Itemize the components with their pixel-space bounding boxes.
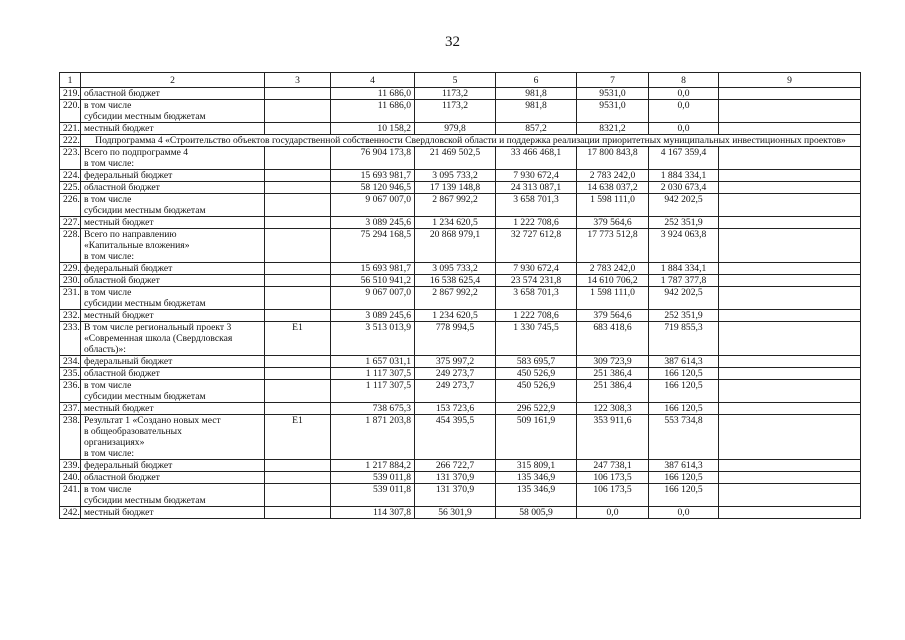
amount-cell: 379 564,6 — [577, 310, 649, 322]
column-header: 2 — [81, 73, 265, 88]
amount-cell: 981,8 — [496, 100, 577, 123]
target-indicator-cell — [719, 507, 861, 519]
amount-cell: 296 522,9 — [496, 403, 577, 415]
amount-cell: 252 351,9 — [649, 310, 719, 322]
table-row — [60, 229, 861, 263]
amount-cell: 1 598 111,0 — [577, 194, 649, 217]
budget-line-text: в том числе — [84, 100, 132, 111]
amount-cell: 509 161,9 — [496, 415, 577, 460]
budget-line-text: федеральный бюджет — [84, 356, 173, 367]
amount-cell: 0,0 — [649, 88, 719, 100]
amount-cell: 539 011,8 — [331, 472, 415, 484]
page-number: 32 — [445, 34, 460, 50]
amount-cell: 9531,0 — [577, 88, 649, 100]
table-row — [60, 147, 861, 170]
row-number: 231. — [60, 287, 81, 310]
amount-cell: 33 466 468,1 — [496, 147, 577, 170]
amount-cell: 942 202,5 — [649, 287, 719, 310]
amount-cell: 1 330 745,5 — [496, 322, 577, 356]
project-code — [265, 368, 331, 380]
budget-line-text: В том числе региональный проект 3 — [84, 322, 232, 333]
budget-line-name — [81, 229, 265, 263]
budget-line-text: «Современная школа (Свердловская — [84, 333, 233, 344]
budget-line-name — [81, 472, 265, 484]
target-indicator-cell — [719, 472, 861, 484]
target-indicator-cell — [719, 88, 861, 100]
amount-cell: 0,0 — [649, 123, 719, 135]
amount-cell: 0,0 — [649, 100, 719, 123]
amount-cell: 3 658 701,3 — [496, 287, 577, 310]
table-row — [60, 194, 861, 217]
budget-line-text: местный бюджет — [84, 310, 154, 321]
target-indicator-cell — [719, 275, 861, 287]
row-number: 224. — [60, 170, 81, 182]
budget-line-text: в общеобразовательных — [84, 426, 182, 437]
budget-line-text: Результат 1 «Создано новых мест — [84, 415, 221, 426]
budget-line-name — [81, 88, 265, 100]
amount-cell: 249 273,7 — [415, 368, 496, 380]
table-row — [60, 368, 861, 380]
table-row — [60, 100, 861, 123]
amount-cell: 0,0 — [649, 507, 719, 519]
amount-cell: 1 657 031,1 — [331, 356, 415, 368]
amount-cell: 1 234 620,5 — [415, 310, 496, 322]
budget-line-name — [81, 170, 265, 182]
amount-cell: 2 783 242,0 — [577, 170, 649, 182]
budget-line-text: Всего по подпрограмме 4 — [84, 147, 189, 158]
amount-cell: 166 120,5 — [649, 472, 719, 484]
row-number: 234. — [60, 356, 81, 368]
project-code — [265, 170, 331, 182]
target-indicator-cell — [719, 263, 861, 275]
budget-line-text: местный бюджет — [84, 507, 154, 518]
amount-cell: 14 610 706,2 — [577, 275, 649, 287]
amount-cell: 106 173,5 — [577, 472, 649, 484]
project-code — [265, 263, 331, 275]
table-row — [60, 88, 861, 100]
amount-cell: 166 120,5 — [649, 403, 719, 415]
amount-cell: 166 120,5 — [649, 368, 719, 380]
amount-cell: 387 614,3 — [649, 356, 719, 368]
amount-cell: 2 867 992,2 — [415, 287, 496, 310]
row-number: 225. — [60, 182, 81, 194]
budget-line-text: местный бюджет — [84, 217, 154, 228]
amount-cell: 251 386,4 — [577, 380, 649, 403]
column-header: 8 — [649, 73, 719, 88]
table-row — [60, 484, 861, 507]
amount-cell: 24 313 087,1 — [496, 182, 577, 194]
amount-cell: 3 924 063,8 — [649, 229, 719, 263]
amount-cell: 21 469 502,5 — [415, 147, 496, 170]
amount-cell: 942 202,5 — [649, 194, 719, 217]
budget-line-name — [81, 484, 265, 507]
amount-cell: 76 904 173,8 — [331, 147, 415, 170]
amount-cell: 166 120,5 — [649, 380, 719, 403]
budget-line-text: область)»: — [84, 344, 126, 355]
budget-line-name — [81, 380, 265, 403]
budget-line-text: областной бюджет — [84, 182, 160, 193]
amount-cell: 450 526,9 — [496, 380, 577, 403]
amount-cell: 583 695,7 — [496, 356, 577, 368]
budget-line-name — [81, 194, 265, 217]
budget-line-name — [81, 507, 265, 519]
amount-cell: 135 346,9 — [496, 484, 577, 507]
column-header: 7 — [577, 73, 649, 88]
budget-line-name — [81, 100, 265, 123]
target-indicator-cell — [719, 484, 861, 507]
project-code: Е1 — [265, 415, 331, 460]
row-number: 241. — [60, 484, 81, 507]
amount-cell: 375 997,2 — [415, 356, 496, 368]
budget-line-text: в том числе — [84, 380, 132, 391]
table-row — [60, 415, 861, 460]
amount-cell: 3 089 245,6 — [331, 217, 415, 229]
amount-cell: 17 800 843,8 — [577, 147, 649, 170]
project-code — [265, 380, 331, 403]
column-header: 3 — [265, 73, 331, 88]
amount-cell: 15 693 981,7 — [331, 170, 415, 182]
target-indicator-cell — [719, 415, 861, 460]
budget-line-name — [81, 182, 265, 194]
amount-cell: 249 273,7 — [415, 380, 496, 403]
amount-cell: 379 564,6 — [577, 217, 649, 229]
table-row — [60, 310, 861, 322]
budget-line-text: в том числе: — [84, 251, 135, 262]
row-number: 228. — [60, 229, 81, 263]
target-indicator-cell — [719, 322, 861, 356]
budget-line-name — [81, 123, 265, 135]
column-header: 9 — [719, 73, 861, 88]
amount-cell: 309 723,9 — [577, 356, 649, 368]
row-number: 229. — [60, 263, 81, 275]
row-number: 220. — [60, 100, 81, 123]
table-row — [60, 403, 861, 415]
amount-cell: 857,2 — [496, 123, 577, 135]
amount-cell: 3 095 733,2 — [415, 263, 496, 275]
amount-cell: 719 855,3 — [649, 322, 719, 356]
budget-line-text: субсидии местным бюджетам — [84, 495, 206, 506]
amount-cell: 7 930 672,4 — [496, 170, 577, 182]
project-code — [265, 229, 331, 263]
table-row — [60, 170, 861, 182]
target-indicator-cell — [719, 229, 861, 263]
amount-cell: 10 158,2 — [331, 123, 415, 135]
budget-line-name — [81, 322, 265, 356]
target-indicator-cell — [719, 460, 861, 472]
amount-cell: 131 370,9 — [415, 472, 496, 484]
table-row — [60, 460, 861, 472]
budget-line-name — [81, 147, 265, 170]
amount-cell: 58 120 946,5 — [331, 182, 415, 194]
amount-cell: 16 538 625,4 — [415, 275, 496, 287]
amount-cell: 1 222 708,6 — [496, 217, 577, 229]
amount-cell: 56 301,9 — [415, 507, 496, 519]
amount-cell: 7 930 672,4 — [496, 263, 577, 275]
table-row — [60, 287, 861, 310]
amount-cell: 3 513 013,9 — [331, 322, 415, 356]
amount-cell: 23 574 231,8 — [496, 275, 577, 287]
table-row — [60, 263, 861, 275]
target-indicator-cell — [719, 182, 861, 194]
table-row — [60, 217, 861, 229]
budget-table — [59, 72, 861, 519]
table-row — [60, 135, 861, 147]
amount-cell: 981,8 — [496, 88, 577, 100]
budget-line-name — [81, 310, 265, 322]
amount-cell: 135 346,9 — [496, 472, 577, 484]
budget-line-name — [81, 403, 265, 415]
budget-line-text: субсидии местным бюджетам — [84, 111, 206, 122]
amount-cell: 17 139 148,8 — [415, 182, 496, 194]
project-code — [265, 403, 331, 415]
amount-cell: 58 005,9 — [496, 507, 577, 519]
amount-cell: 979,8 — [415, 123, 496, 135]
amount-cell: 266 722,7 — [415, 460, 496, 472]
amount-cell: 1 598 111,0 — [577, 287, 649, 310]
amount-cell: 114 307,8 — [331, 507, 415, 519]
amount-cell: 778 994,5 — [415, 322, 496, 356]
amount-cell: 1 234 620,5 — [415, 217, 496, 229]
amount-cell: 9531,0 — [577, 100, 649, 123]
project-code — [265, 287, 331, 310]
project-code — [265, 356, 331, 368]
amount-cell: 106 173,5 — [577, 484, 649, 507]
amount-cell: 1 787 377,8 — [649, 275, 719, 287]
project-code — [265, 147, 331, 170]
amount-cell: 11 686,0 — [331, 88, 415, 100]
budget-line-text: областной бюджет — [84, 88, 160, 99]
table-row — [60, 356, 861, 368]
amount-cell: 1 117 307,5 — [331, 368, 415, 380]
project-code — [265, 194, 331, 217]
amount-cell: 251 386,4 — [577, 368, 649, 380]
amount-cell: 315 809,1 — [496, 460, 577, 472]
table-row — [60, 123, 861, 135]
amount-cell: 3 089 245,6 — [331, 310, 415, 322]
amount-cell: 247 738,1 — [577, 460, 649, 472]
row-number: 230. — [60, 275, 81, 287]
amount-cell: 3 658 701,3 — [496, 194, 577, 217]
row-number: 222. — [60, 135, 81, 147]
target-indicator-cell — [719, 310, 861, 322]
amount-cell: 2 867 992,2 — [415, 194, 496, 217]
budget-line-text: в том числе — [84, 287, 132, 298]
amount-cell: 14 638 037,2 — [577, 182, 649, 194]
table-row — [60, 322, 861, 356]
row-number: 221. — [60, 123, 81, 135]
amount-cell: 2 030 673,4 — [649, 182, 719, 194]
budget-line-text: областной бюджет — [84, 275, 160, 286]
row-number: 237. — [60, 403, 81, 415]
row-number: 232. — [60, 310, 81, 322]
budget-line-name — [81, 287, 265, 310]
target-indicator-cell — [719, 403, 861, 415]
budget-line-text: субсидии местным бюджетам — [84, 205, 206, 216]
project-code — [265, 88, 331, 100]
amount-cell: 252 351,9 — [649, 217, 719, 229]
target-indicator-cell — [719, 194, 861, 217]
target-indicator-cell — [719, 170, 861, 182]
amount-cell: 553 734,8 — [649, 415, 719, 460]
amount-cell: 738 675,3 — [331, 403, 415, 415]
row-number: 219. — [60, 88, 81, 100]
amount-cell: 1 871 203,8 — [331, 415, 415, 460]
subprogram-title: Подпрограмма 4 «Строительство объектов государственной собственности Свердловской области и поддержка реализации приоритетных муниципальных инвестиционных проектов» — [81, 135, 861, 147]
budget-line-text: субсидии местным бюджетам — [84, 298, 206, 309]
amount-cell: 683 418,6 — [577, 322, 649, 356]
amount-cell: 32 727 612,8 — [496, 229, 577, 263]
project-code — [265, 123, 331, 135]
amount-cell: 122 308,3 — [577, 403, 649, 415]
target-indicator-cell — [719, 356, 861, 368]
amount-cell: 9 067 007,0 — [331, 287, 415, 310]
budget-line-text: Всего по направлению — [84, 229, 177, 240]
amount-cell: 153 723,6 — [415, 403, 496, 415]
table-row — [60, 275, 861, 287]
target-indicator-cell — [719, 123, 861, 135]
budget-line-name — [81, 415, 265, 460]
amount-cell: 1 217 884,2 — [331, 460, 415, 472]
target-indicator-cell — [719, 287, 861, 310]
column-header: 5 — [415, 73, 496, 88]
row-number: 239. — [60, 460, 81, 472]
amount-cell: 15 693 981,7 — [331, 263, 415, 275]
project-code — [265, 182, 331, 194]
budget-line-name — [81, 460, 265, 472]
amount-cell: 8321,2 — [577, 123, 649, 135]
budget-line-name — [81, 263, 265, 275]
amount-cell: 11 686,0 — [331, 100, 415, 123]
budget-line-text: «Капитальные вложения» — [84, 240, 190, 251]
row-number: 242. — [60, 507, 81, 519]
amount-cell: 9 067 007,0 — [331, 194, 415, 217]
table-header-row — [60, 73, 861, 88]
project-code: Е1 — [265, 322, 331, 356]
budget-line-text: в том числе — [84, 484, 132, 495]
amount-cell: 4 167 359,4 — [649, 147, 719, 170]
amount-cell: 539 011,8 — [331, 484, 415, 507]
project-code — [265, 100, 331, 123]
budget-line-text: организациях» — [84, 437, 145, 448]
table-row — [60, 182, 861, 194]
budget-line-text: федеральный бюджет — [84, 460, 173, 471]
amount-cell: 1173,2 — [415, 100, 496, 123]
target-indicator-cell — [719, 147, 861, 170]
budget-line-text: в том числе: — [84, 158, 135, 169]
row-number: 227. — [60, 217, 81, 229]
amount-cell: 387 614,3 — [649, 460, 719, 472]
column-header: 6 — [496, 73, 577, 88]
project-code — [265, 275, 331, 287]
target-indicator-cell — [719, 100, 861, 123]
budget-line-name — [81, 275, 265, 287]
budget-line-text: областной бюджет — [84, 368, 160, 379]
table-row — [60, 507, 861, 519]
budget-line-text: областной бюджет — [84, 472, 160, 483]
amount-cell: 353 911,6 — [577, 415, 649, 460]
amount-cell: 131 370,9 — [415, 484, 496, 507]
row-number: 240. — [60, 472, 81, 484]
project-code — [265, 484, 331, 507]
row-number: 223. — [60, 147, 81, 170]
budget-line-name — [81, 356, 265, 368]
budget-line-text: в том числе — [84, 194, 132, 205]
row-number: 233. — [60, 322, 81, 356]
target-indicator-cell — [719, 217, 861, 229]
budget-line-text: субсидии местным бюджетам — [84, 391, 206, 402]
budget-line-text: федеральный бюджет — [84, 170, 173, 181]
amount-cell: 0,0 — [577, 507, 649, 519]
project-code — [265, 310, 331, 322]
column-header: 1 — [60, 73, 81, 88]
target-indicator-cell — [719, 380, 861, 403]
amount-cell: 1173,2 — [415, 88, 496, 100]
budget-line-name — [81, 368, 265, 380]
amount-cell: 1 117 307,5 — [331, 380, 415, 403]
row-number: 238. — [60, 415, 81, 460]
amount-cell: 1 884 334,1 — [649, 170, 719, 182]
table-row — [60, 472, 861, 484]
budget-line-text: местный бюджет — [84, 123, 154, 134]
amount-cell: 3 095 733,2 — [415, 170, 496, 182]
table-row — [60, 380, 861, 403]
row-number: 226. — [60, 194, 81, 217]
column-header: 4 — [331, 73, 415, 88]
budget-line-name — [81, 217, 265, 229]
amount-cell: 17 773 512,8 — [577, 229, 649, 263]
project-code — [265, 217, 331, 229]
project-code — [265, 460, 331, 472]
amount-cell: 2 783 242,0 — [577, 263, 649, 275]
amount-cell: 1 222 708,6 — [496, 310, 577, 322]
budget-line-text: в том числе: — [84, 448, 135, 459]
amount-cell: 1 884 334,1 — [649, 263, 719, 275]
budget-line-text: местный бюджет — [84, 403, 154, 414]
amount-cell: 75 294 168,5 — [331, 229, 415, 263]
row-number: 235. — [60, 368, 81, 380]
project-code — [265, 472, 331, 484]
amount-cell: 56 510 941,2 — [331, 275, 415, 287]
amount-cell: 20 868 979,1 — [415, 229, 496, 263]
amount-cell: 450 526,9 — [496, 368, 577, 380]
target-indicator-cell — [719, 368, 861, 380]
amount-cell: 166 120,5 — [649, 484, 719, 507]
budget-line-text: федеральный бюджет — [84, 263, 173, 274]
row-number: 236. — [60, 380, 81, 403]
amount-cell: 454 395,5 — [415, 415, 496, 460]
project-code — [265, 507, 331, 519]
